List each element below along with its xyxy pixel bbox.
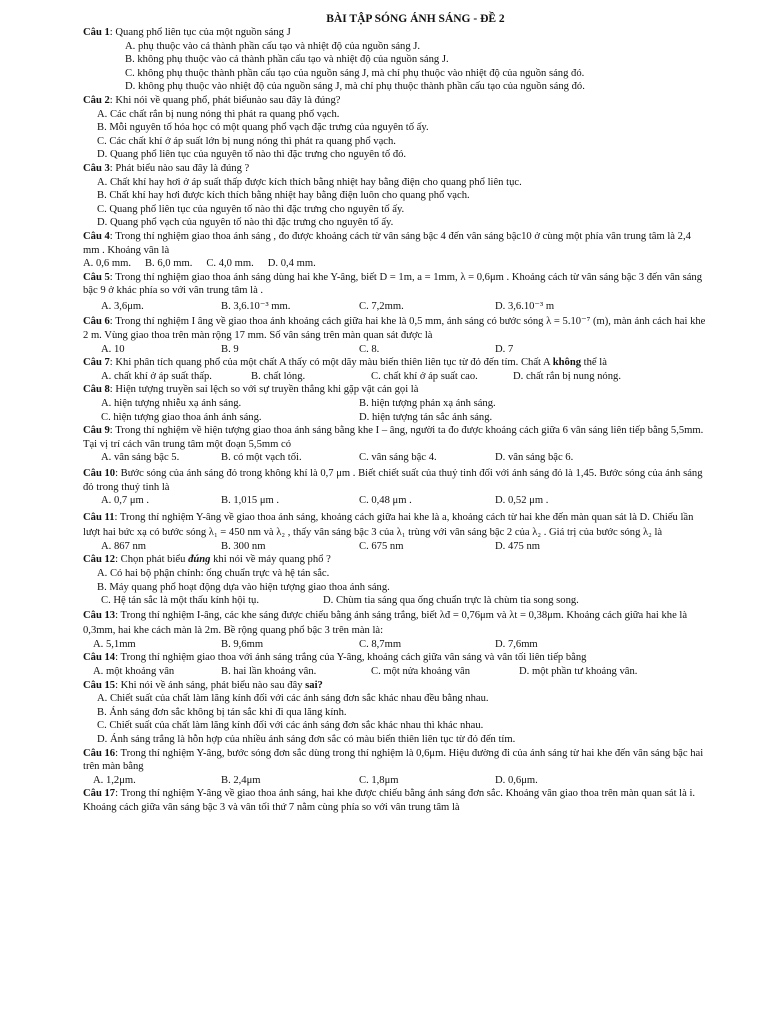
question-number: Câu 3 [83,162,110,174]
option-a: A. 3,6μm. [101,300,144,312]
question-text: : Trong thí nghiệm về hiện tượng giao thoa ánh sáng bằng khe I – âng, người ta đo được khoảng cách giữa 6 vân sáng liên tiếp bằng 5,5mm. Tại vị trí cách vân trung tâm một đoạn 5,5mm có [83,425,704,450]
question-1 [83,26,708,40]
question-17 [83,787,708,814]
option-d: D. một phần tư khoảng vân. [519,665,638,677]
question-10 [83,467,708,494]
question-text: : Bước sóng của ánh sáng đỏ trong không khí là 0,7 μm . Biết chiết suất của thuỷ tinh đối với ánh sáng đỏ là 1,45. Bước sóng của ánh sáng đỏ trong thuỷ tinh là [83,468,703,493]
option-c: C. 4,0 mm. [206,258,254,270]
option-b: B. Ánh sáng đơn sắc không bị tán sắc khi đi qua lăng kính. [97,706,347,718]
question-text: : Khi nói về ánh sáng, phát biểu nào sau đây [115,679,306,691]
options-row [83,451,708,465]
question-5 [83,271,708,298]
option-c: C. Các chất khí ở áp suất lớn bị nung nóng thì phát ra quang phổ vạch. [97,135,396,147]
options-row [83,774,708,788]
option-c: C. 7,2mm. [359,300,404,312]
option-a: A. vân sáng bậc 5. [101,452,180,464]
option-b: B. chất lỏng. [251,370,306,382]
question-text: : Trong thí nghiệm I âng về giao thoa ánh khoảng cách giữa hai khe là 0,5 mm, ánh sáng có bước sóng λ = 5.10⁻⁷ (m), màn ảnh cách hai khe 2 m. Vùng giao thoa trên màn rộng 17 mm. Số vân sáng trên màn quan sát được là [83,316,706,342]
question-number: Câu 16 [83,747,116,759]
option-c: C. 675 nm [359,540,404,552]
options-row [83,397,708,411]
option-d: D. Quang phổ liên tục của nguyên tố nào thì đặc trưng cho nguyên tố đó. [97,149,407,161]
options-row [83,370,708,384]
options-row [83,257,708,271]
question-number: Câu 10 [83,468,116,479]
question-text: : Trong thí nghiệm Y-âng, bước sóng đơn sắc dùng trong thí nghiệm là 0,6μm. Hiệu đường đi của ánh sáng từ hai khe đến vân sáng bậc hai trên màn bằng [83,747,704,773]
option-a: A. 1,2μm. [93,774,136,786]
question-number: Câu 1 [83,27,110,38]
options-row [83,411,708,425]
option-a: A. 0,7 μm . [101,495,150,507]
option-b: B. 1,015 μm . [221,495,280,507]
question-13 [83,608,708,638]
option-a: A. Chiết suất của chất làm lăng kính đối với các ánh sáng đơn sắc khác nhau đều bằng nhau. [97,693,489,705]
question-number: Câu 4 [83,230,110,242]
option-b: B. có một vạch tối. [221,452,302,464]
question-text: : Quang phổ liên tục của một nguồn sáng J [109,27,291,38]
option-d: D. vân sáng bậc 6. [495,452,574,464]
option-a: A. 867 nm [101,540,147,552]
options-row [83,594,708,608]
option-a: A. phụ thuộc vào cả thành phần cấu tạo và nhiệt độ của nguồn sáng J. [125,40,421,52]
question-text: : Phát biểu nào sau đây là đúng ? [109,162,250,174]
question-number: Câu 6 [83,316,110,328]
option-d: D. hiện tượng tán sắc ánh sáng. [359,411,493,423]
emphasis: sai? [305,679,323,691]
question-15 [83,679,708,693]
question-text-cont: khi nói về máy quang phổ ? [210,554,331,566]
options-row [83,494,708,508]
question-11 [83,510,708,540]
question-number: Câu 11 [83,511,115,523]
question-14 [83,651,708,665]
options-row [83,300,708,314]
option-b: B. 3,6.10⁻³ mm. [221,300,291,312]
option-c: C. Hệ tán sắc là một thấu kính hội tụ. [101,595,259,607]
option-a: A. 10 [101,343,125,355]
option-b: B. Chất khí hay hơi được kích thích bằng nhiệt hay bằng điện luôn cho quang phổ vạch. [97,190,470,202]
question-text: : Trong thí nghiệm Y-âng về giao thoa ánh sáng, khoảng cách giữa hai khe là a, khoảng cách từ hai khe đến màn quan sát là D. Chiếu lần lượt hai bức xạ có bước sóng λ₁ = 450 nm và λ₂ , thấy vân sáng bậc 3 của λ₁ trùng với vân sáng bậc 2 của λ₂ . Giá trị của bước sóng λ₂ là [83,511,694,538]
question-text: : Chọn phát biểu [115,554,189,566]
question-text: : Trong thí nghiệm giao thoa ánh sáng dùng hai khe Y-âng, biết D = 1m, a = 1mm, λ = 0,6μm . Khoảng cách từ vân sáng bậc 3 đến vân sáng bậc 9 ở khác phía so với vân trung tâm là . [83,271,703,297]
question-12 [83,553,708,567]
option-b: B. hiện tượng phản xạ ánh sáng. [359,398,496,410]
option-a: A. Chất khí hay hơi ở áp suất thấp được kích thích bằng nhiệt hay bằng điện cho quang phổ liên tục. [97,176,522,188]
options-row [83,665,708,679]
options-row [83,638,708,652]
option-b: B. 9 [221,343,239,355]
option-a: A. Có hai bộ phận chính: ống chuẩn trực và hệ tán sắc. [97,567,330,579]
option-d: D. 0,52 μm . [495,495,549,507]
question-number: Câu 9 [83,425,110,437]
option-d: D. 0,4 mm. [267,258,316,270]
question-text: : Trong thí nghiệm giao thoa ánh sáng , đo được khoảng cách từ vân sáng bậc 4 đến vân sáng bậc10 ở cùng một phía vân trung tâm là 2,4 mm . Khoảng vân là [83,230,691,256]
question-16 [83,747,708,774]
option-c: C. một nửa khoảng vân [371,665,471,677]
option-c: C. 8. [359,343,380,355]
option-d: D. Chùm tia sáng qua ống chuẩn trực là chùm tia song song. [323,595,579,607]
option-d: D. 3,6.10⁻³ m [495,300,555,312]
question-4 [83,230,708,257]
question-text: : Trong thí nghiệm giao thoa với ánh sáng trắng của Y-âng, khoảng cách giữa vân sáng và vân tối liên tiếp bằng [115,652,587,664]
option-c: C. Quang phổ liên tục của nguyên tố nào thì đặc trưng cho nguyên tố ấy. [97,203,405,215]
question-2 [83,94,708,108]
option-d: D. 475 nm [495,540,541,552]
question-number: Câu 13 [83,609,116,621]
question-number: Câu 2 [83,94,110,106]
question-number: Câu 15 [83,679,116,691]
question-3 [83,162,708,176]
question-number: Câu 5 [83,271,110,283]
option-a: A. Các chất rắn bị nung nóng thì phát ra quang phổ vạch. [97,108,340,120]
question-number: Câu 14 [83,652,116,664]
options-row [83,343,708,357]
question-text-cont: thể là [581,357,607,369]
option-c: C. chất khí ở áp suất cao. [371,370,478,382]
question-number: Câu 8 [83,384,110,396]
option-a: A. 0,6 mm. [83,258,131,270]
option-a: A. một khoảng vân [93,665,175,677]
question-text: : Trong thí nghiệm Y-âng về giao thoa ánh sáng, hai khe được chiếu bằng ánh sáng đơn sắc. Khoảng vân giao thoa trên màn quan sát là i. Khoảng cách giữa vân sáng bậc 3 và vân tối thứ 7 nằm cùng phía so với vân trung tâm là [83,788,696,813]
option-c: C. Chiết suất của chất làm lăng kính đối với các ánh sáng đơn sắc khác nhau thì khác nhau. [97,720,484,732]
emphasis: không [552,357,582,369]
option-b: B. Mỗi nguyên tố hóa học có một quang phổ vạch đặc trưng của nguyên tố ấy. [97,122,429,134]
option-b: B. 2,4μm [221,774,261,786]
option-d: D. chất rắn bị nung nóng. [513,370,621,382]
question-9 [83,424,708,451]
question-text: : Trong thí nghiệm I-âng, các khe sáng được chiếu bằng ánh sáng trắng, biết λđ = 0,76μm và λt = 0,38μm. Khoảng cách giữa hai khe là 0,3mm, hai khe cách màn là 2m. Bề rộng quang phổ bậc 3 trên màn là: [83,609,688,636]
question-text: : Khi phân tích quang phổ của một chất A thấy có một dãy màu biến thiên liên tục từ đỏ đến tím. Chất A [109,357,553,369]
option-c: C. hiện tượng giao thoa ánh ánh sáng. [101,411,262,423]
option-a: A. 5,1mm [93,638,136,650]
question-number: Câu 7 [83,357,110,369]
option-d: D. 7 [495,343,514,355]
option-d: D. Quang phổ vạch của nguyên tố nào thì đặc trưng cho nguyên tố ấy. [97,217,394,229]
emphasis: đúng [188,554,211,566]
option-d: D. Ánh sáng trắng là hỗn hợp của nhiều ánh sáng đơn sắc có màu biến thiên liên tục từ đỏ đến tím. [97,733,516,745]
option-b: B. hai lần khoảng vân. [221,665,317,677]
question-text: : Khi nói về quang phổ, phát biểunào sau đây là đúng? [109,94,341,106]
option-b: B. 9,6mm [221,638,264,650]
option-a: A. chất khí ở áp suất thấp. [101,370,212,382]
option-c: C. không phụ thuộc thành phần cấu tạo của nguồn sáng J, mà chỉ phụ thuộc vào nhiệt độ của nguồn sáng đó. [125,67,585,79]
option-d: D. 0,6μm. [495,774,538,786]
question-6 [83,315,708,342]
document-title: BÀI TẬP SÓNG ÁNH SÁNG - ĐỀ 2 [326,13,505,25]
option-c: C. 0,48 μm . [359,495,412,507]
question-7 [83,356,708,370]
option-c: C. 8,7mm [359,638,402,650]
option-b: B. 300 nm [221,540,266,552]
question-number: Câu 17 [83,788,116,800]
question-8 [83,383,708,397]
option-b: B. 6,0 mm. [144,258,193,270]
option-d: D. không phụ thuộc vào nhiệt độ của nguồn sáng J, mà chỉ phụ thuộc thành phần cấu tạo của nguồn sáng đó. [125,81,585,93]
option-c: C. vân sáng bậc 4. [359,452,437,464]
option-b: B. Máy quang phổ hoạt động dựa vào hiện tượng giao thoa ánh sáng. [97,581,390,593]
option-a: A. hiện tượng nhiễu xạ ánh sáng. [101,398,242,410]
question-number: Câu 12 [83,554,116,566]
option-c: C. 1,8μm [359,774,399,786]
options-row [83,540,708,554]
option-b: B. không phụ thuộc vào cả thành phần cấu tạo và nhiệt độ của nguồn sáng J. [125,54,449,66]
option-d: D. 7,6mm [495,638,538,650]
question-text: : Hiện tượng truyền sai lệch so với sự truyền thẳng khi gặp vật cản gọi là [109,384,419,396]
